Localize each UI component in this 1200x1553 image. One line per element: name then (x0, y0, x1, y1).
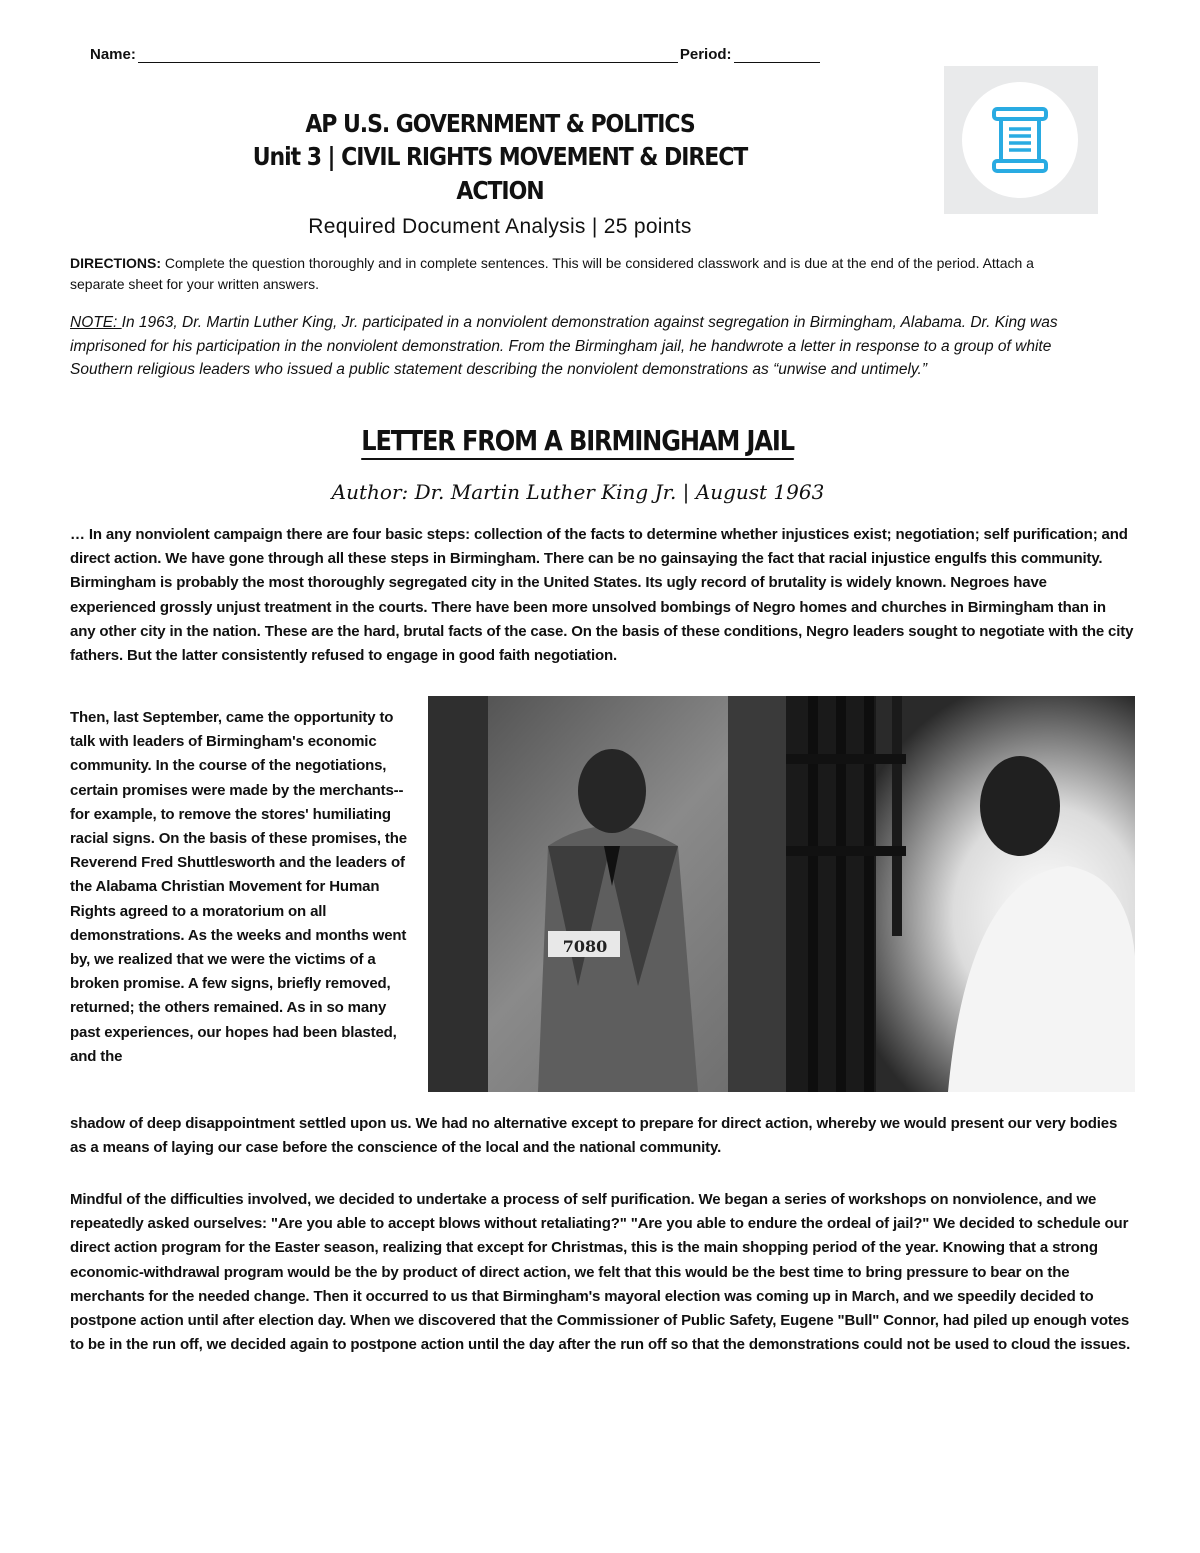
note-text: In 1963, Dr. Martin Luther King, Jr. participated in a nonviolent demonstration against segregation in Birmingham, Alabama. Dr. King was imprisoned for his participation in the nonviolent demonstration. From the Birmingham jail, he handwrote a letter in response to a group of white Southern religious leaders who issued a public statement describing the nonviolent demonstrations as “unwise and untimely.” (70, 314, 1058, 378)
worksheet-header (200, 108, 800, 242)
name-label: Name: (90, 46, 136, 63)
letter-paragraph-2-rest: shadow of deep disappointment settled upon us. We had no alternative except to prepare for direct action, whereby we would present our very bodies as a means of laying our case before the conscience of the local and the national community. (70, 1115, 1118, 1157)
document-author: Author: Dr. Martin Luther King Jr. | August 1963 (331, 480, 825, 504)
period-label: Period: (679, 46, 732, 63)
prisoner-badge-number: 7080 (562, 937, 608, 956)
letter-paragraph-2-side: Then, last September, came the opportunity to talk with leaders of Birmingham's economic community. In the course of the negotiations, certain promises were made by the merchants--for example, to remove the stores' humiliating racial signs. On the basis of these promises, the Reverend Fred Shuttlesworth and the leaders of the Alabama Christian Movement for Human Rights agreed to a moratorium on all demonstrations. As the weeks and months went by, we realized that we were the victims of a broken promise. A few signs, briefly removed, returned; the others remained. As in so many past experiences, our hopes had been blasted, and the (70, 709, 407, 1065)
note (70, 311, 1080, 382)
mlk-jail-photo (428, 696, 1135, 1092)
course-title: AP U.S. GOVERNMENT & POLITICS (305, 109, 695, 138)
name-period-row (90, 46, 850, 63)
scroll-document-icon (990, 106, 1050, 174)
note-label: NOTE: (70, 314, 122, 331)
photo-illustration (428, 696, 1135, 1092)
letter-paragraph-3: Mindful of the difficulties involved, we decided to undertake a process of self purification. We began a series of workshops on nonviolence, and we repeatedly asked ourselves: "Are you able to accept blows without retaliating?" "Are you able to endure the ordeal of jail?" We decided to schedule our direct action program for the Easter season, realizing that except for Christmas, this is the main shopping period of the year. Knowing that a strong economic-withdrawal program would be the by product of direct action, we felt that this would be the best time to bring pressure to bear on the merchants for the needed change. Then it occurred to us that Birmingham's mayoral election was coming up in March, and we speedily decided to postpone action until after election day. When we discovered that the Commissioner of Public Safety, Eugene "Bull" Connor, had piled up enough votes to be in the run off, we decided again to postpone action until the day after the run off so that the demonstrations could not be used to cloud the issues. (70, 1191, 1131, 1354)
assignment-subtitle: Required Document Analysis | 25 points (308, 215, 692, 238)
directions-label: DIRECTIONS: (70, 255, 161, 271)
icon-circle (962, 82, 1078, 198)
document-title (200, 424, 956, 460)
letter-paragraph-1: … In any nonviolent campaign there are four basic steps: collection of the facts to determine whether injustices exist; negotiation; self purification; and direct action. We have gone through all these steps in Birmingham. There can be no gainsaying the fact that racial injustice engulfs this community. Birmingham is probably the most thoroughly segregated city in the United States. Its ugly record of brutality is widely known. Negroes have experienced grossly unjust treatment in the courts. There have been more unsolved bombings of Negro homes and churches in Birmingham than in any other city in the nation. These are the hard, brutal facts of the case. On the basis of these conditions, Negro leaders sought to negotiate with the city fathers. But the latter consistently refused to engage in good faith negotiation. (70, 526, 1134, 665)
unit-title: Unit 3 | CIVIL RIGHTS MOVEMENT & DIRECT ACTION (252, 142, 748, 205)
name-field-line[interactable] (138, 48, 678, 63)
directions-text: Complete the question thoroughly and in complete sentences. This will be considered classwork and is due at the end of the period. Attach a separate sheet for your written answers. (70, 255, 1034, 292)
document-icon-box (944, 66, 1098, 214)
period-field-line[interactable] (734, 48, 820, 63)
document-title-text: LETTER FROM A BIRMINGHAM JAIL (362, 424, 795, 460)
directions (70, 253, 1080, 295)
